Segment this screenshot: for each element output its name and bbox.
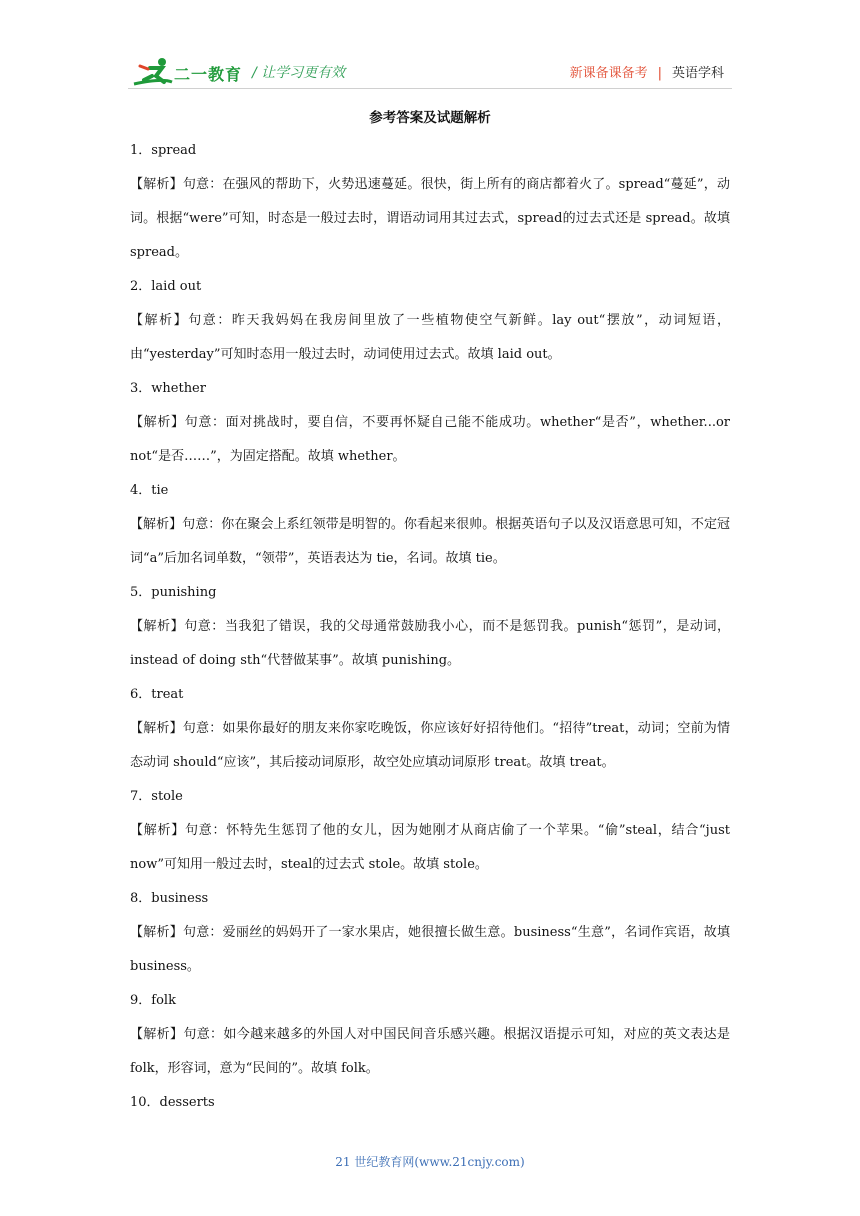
explanation-text: 【解析】句意：怀特先生惩罚了他的女儿，因为她刚才从商店偷了一个苹果。“偷”steal，结合“just now”可知用一般过去时，steal的过去式 stole。故填 stole。 xyxy=(130,823,730,872)
list-item xyxy=(130,780,730,882)
answer-text: 1．spread xyxy=(130,143,197,158)
list-item xyxy=(130,984,730,1086)
header-subject-info xyxy=(570,62,724,81)
answer-text: 5．punishing xyxy=(130,585,217,600)
header-subject-label: 英语学科 xyxy=(671,66,724,81)
explanation-text: 【解析】句意：当我犯了错误，我的父母通常鼓励我小心，而不是惩罚我。punish“惩罚”，是动词，instead of doing sth“代替做某事”。故填 punishing。 xyxy=(130,619,730,668)
list-item xyxy=(130,474,730,576)
header-course-label: 新课备课备考 xyxy=(569,66,648,81)
list-item xyxy=(130,576,730,678)
explanation-text: 【解析】句意：昨天我妈妈在我房间里放了一些植物使空气新鲜。lay out“摆放”，动词短语，由“yesterday”可知时态用一般过去时，动词使用过去式。故填 laid out。 xyxy=(130,313,730,362)
header-separator: | xyxy=(657,66,662,81)
logo-text: 二一教育 xyxy=(174,65,243,84)
answer-list xyxy=(130,134,730,1120)
answer-text: 6．treat xyxy=(130,687,184,702)
header-divider xyxy=(128,88,732,89)
list-item xyxy=(130,270,730,372)
page-header xyxy=(0,0,860,100)
explanation-text: 【解析】句意：如果你最好的朋友来你家吃晚饭，你应该好好招待他们。“招待”treat，动词；空前为情态动词 should“应该”，其后接动词原形，故空处应填动词原形 treat。故填 treat。 xyxy=(130,721,730,770)
explanation-text: 【解析】句意：爱丽丝的妈妈开了一家水果店，她很擅长做生意。business“生意”，名词作宾语，故填 business。 xyxy=(130,925,730,974)
answer-text: 3．whether xyxy=(130,381,206,396)
answer-text: 8．business xyxy=(130,891,209,906)
page-footer: 21 世纪教育网(www.21cnjy.com) xyxy=(335,1155,525,1169)
list-item xyxy=(130,678,730,780)
list-item xyxy=(130,134,730,270)
page-title: 参考答案及试题解析 xyxy=(369,110,491,126)
list-item xyxy=(130,372,730,474)
answer-text: 7．stole xyxy=(130,789,183,804)
list-item xyxy=(130,1086,730,1120)
explanation-text: 【解析】句意：你在聚会上系红领带是明智的。你看起来很帅。根据英语句子以及汉语意思可知，不定冠词“a”后加名词单数，“领带”，英语表达为 tie，名词。故填 tie。 xyxy=(130,517,730,566)
header-slogan: / 让学习更有效 xyxy=(252,65,346,81)
explanation-text: 【解析】句意：面对挑战时，要自信，不要再怀疑自己能不能成功。whether“是否”，whether...or not“是否……”，为固定搭配。故填 whether。 xyxy=(130,415,730,464)
answer-text: 9．folk xyxy=(130,993,176,1008)
answer-text: 4．tie xyxy=(130,483,169,498)
answer-text: 10．desserts xyxy=(130,1095,215,1110)
answer-text: 2．laid out xyxy=(130,279,202,294)
list-item xyxy=(130,882,730,984)
explanation-text: 【解析】句意：在强风的帮助下，火势迅速蔓延。很快，街上所有的商店都着火了。spread“蔓延”，动词。根据“were”可知，时态是一般过去时，谓语动词用其过去式，spread的过去式还是 spread。故填 spread。 xyxy=(130,177,730,260)
explanation-text: 【解析】句意：如今越来越多的外国人对中国民间音乐感兴趣。根据汉语提示可知，对应的英文表达是 folk，形容词，意为“民间的”。故填 folk。 xyxy=(130,1027,730,1076)
